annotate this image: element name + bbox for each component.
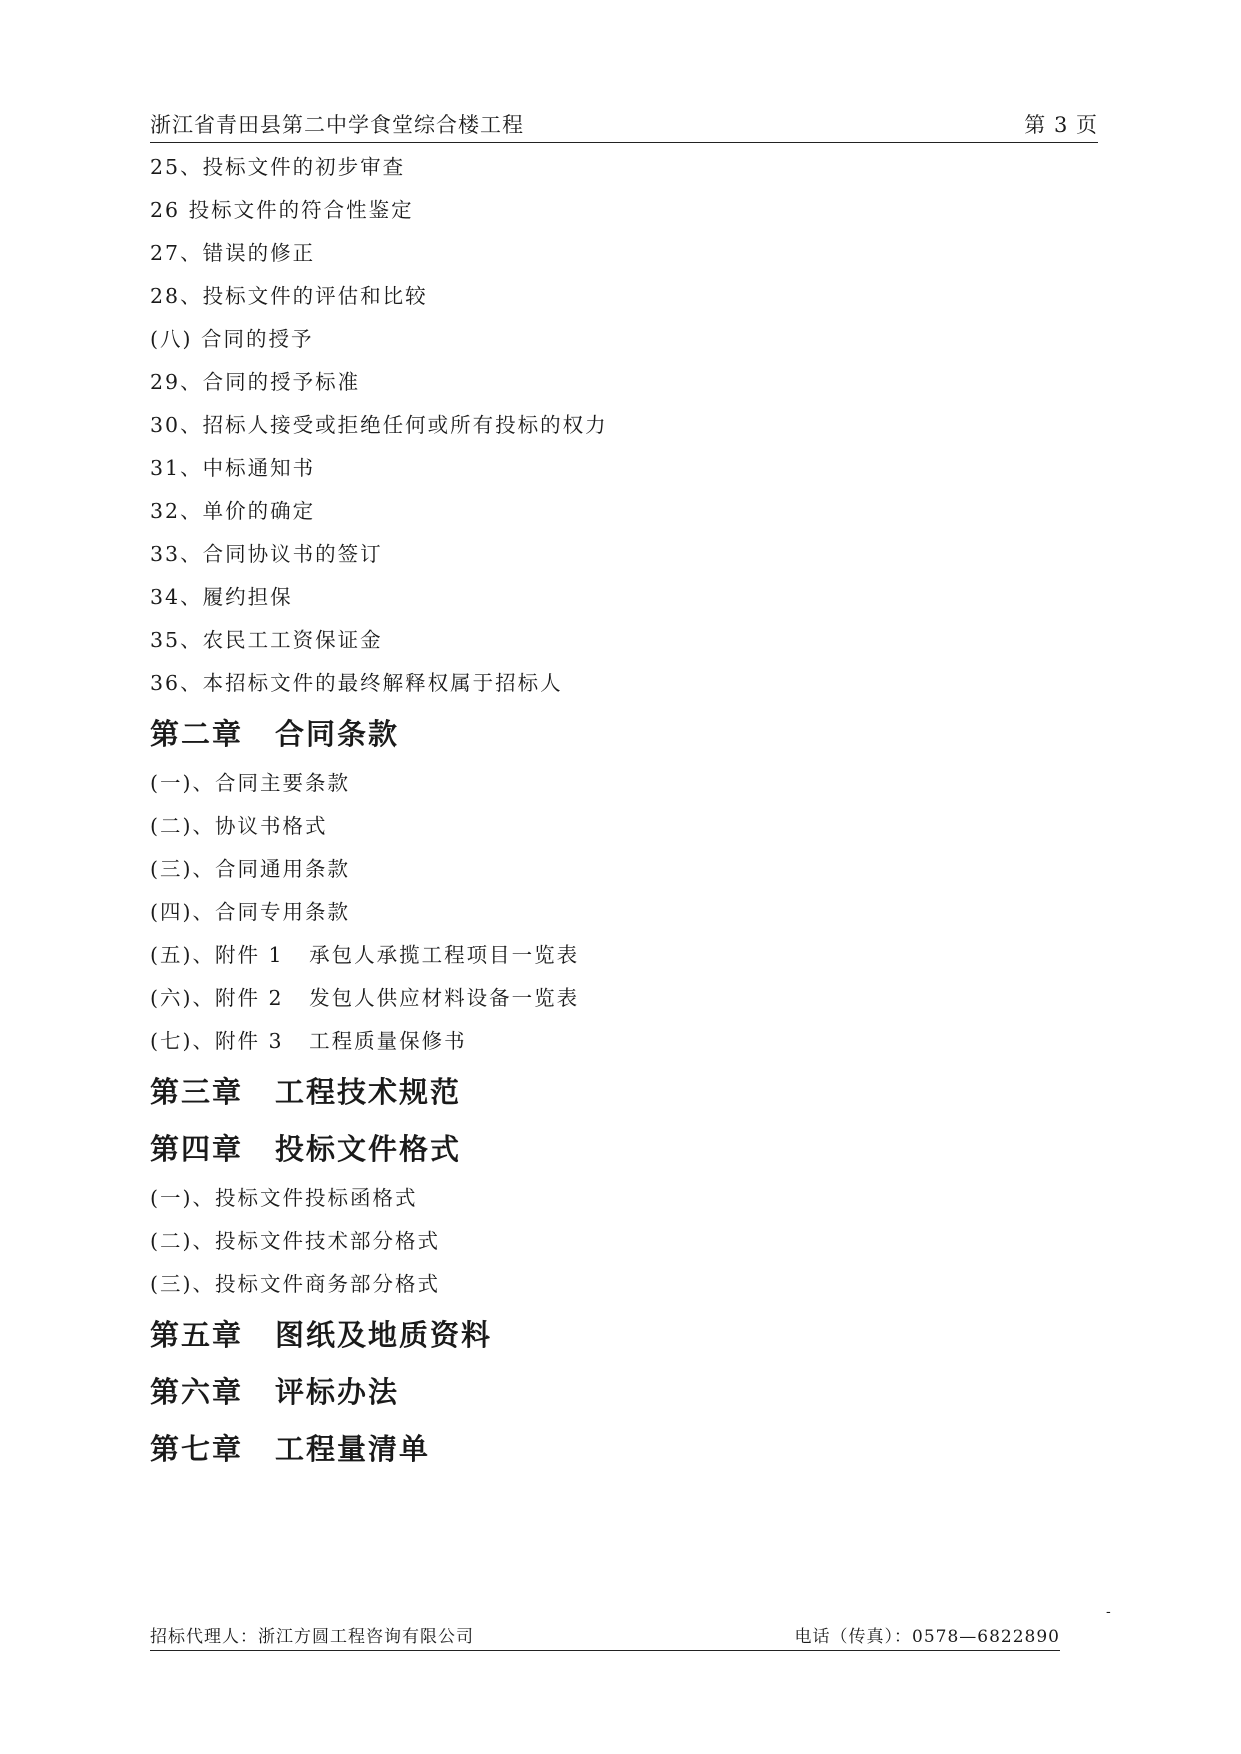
toc-item: 29、合同的授予标准 [150,370,361,394]
chapter-heading [150,1122,1098,1179]
toc-item: 30、招标人接受或拒绝任何或所有投标的权力 [150,413,608,437]
toc-item: 33、合同协议书的签订 [150,542,383,566]
chapter-number: 第三章 [150,1075,244,1109]
toc-item: 28、投标文件的评估和比较 [150,284,428,308]
chapter-title: 图纸及地质资料 [275,1318,493,1352]
chapter-number: 第六章 [150,1375,244,1409]
toc-item: (七)、附件 3 工程质量保修书 [150,1029,467,1053]
document-title: 浙江省青田县第二中学食堂综合楼工程 [150,113,524,137]
toc-item: (一)、投标文件投标函格式 [150,1186,418,1210]
toc-item: (五)、附件 1 承包人承揽工程项目一览表 [150,943,580,967]
chapter-number: 第七章 [150,1432,244,1466]
toc-item: (二)、投标文件技术部分格式 [150,1229,440,1253]
chapter-heading [150,1065,1098,1122]
toc-item: 26 投标文件的符合性鉴定 [150,198,414,222]
chapter-heading [150,707,1098,764]
page-header [150,110,1098,143]
table-of-contents [150,148,1098,1479]
page-number: 第 3 页 [1024,113,1098,137]
chapter-number: 第四章 [150,1132,244,1166]
chapter-title: 工程技术规范 [275,1075,462,1109]
chapter-number: 第五章 [150,1318,244,1352]
toc-item: (三)、合同通用条款 [150,857,350,881]
toc-item: 36、本招标文件的最终解释权属于招标人 [150,671,563,695]
toc-item: 25、投标文件的初步审查 [150,155,406,179]
toc-item: (八) 合同的授予 [150,327,314,351]
chapter-number: 第二章 [150,717,244,751]
toc-item: (四)、合同专用条款 [150,900,350,924]
toc-item: (一)、合同主要条款 [150,771,350,795]
toc-item: (六)、附件 2 发包人供应材料设备一览表 [150,986,580,1010]
chapter-heading [150,1308,1098,1365]
chapter-title: 工程量清单 [275,1432,431,1466]
toc-item: (三)、投标文件商务部分格式 [150,1272,440,1296]
chapter-title: 评标办法 [275,1375,400,1409]
chapter-title: 合同条款 [275,717,400,751]
chapter-heading [150,1422,1098,1479]
contact-phone: 电话（传真）：0578—6822890 [794,1627,1060,1647]
chapter-heading [150,1365,1098,1422]
page-footer [150,1620,1060,1651]
agent-name: 招标代理人：浙江方圆工程咨询有限公司 [150,1627,474,1647]
toc-item: 34、履约担保 [150,585,293,609]
chapter-title: 投标文件格式 [275,1132,462,1166]
toc-item: 35、农民工工资保证金 [150,628,383,652]
toc-item: 27、错误的修正 [150,241,316,265]
toc-item: 31、中标通知书 [150,456,316,480]
toc-item: (二)、协议书格式 [150,814,328,838]
footer-mark: - [1106,1604,1111,1620]
toc-item: 32、单价的确定 [150,499,316,523]
